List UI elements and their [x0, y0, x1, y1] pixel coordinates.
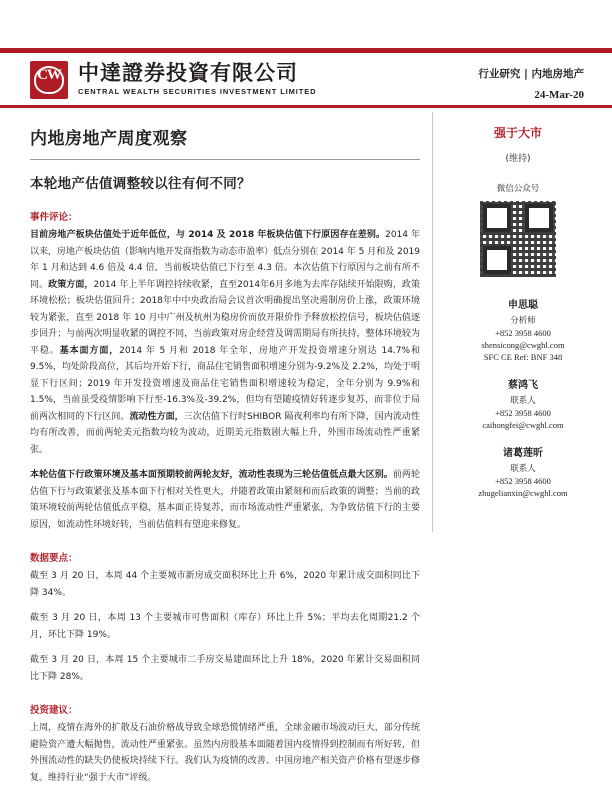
section-heading-event: 事件评论：	[30, 212, 78, 223]
paragraph-lead-4: 流动性方面，	[129, 411, 184, 422]
data-point-3: 截至 3 月 20 日，本周 15 个主要城市二手房交易建面环比上升 18%，2020 年累计交易面积同比下降 28%。	[30, 655, 420, 682]
analyst-list	[448, 296, 588, 498]
analyst-phone: +852 3958 4600	[495, 476, 551, 486]
analyst-license: SFC CE Ref: BNF 348	[483, 352, 563, 362]
analyst-email[interactable]: zhugelianxin@cwghl.com	[478, 488, 568, 498]
qr-code-icon	[479, 200, 557, 278]
company-logo	[30, 61, 68, 99]
paragraph-text-4: 三次估值下行时SHIBOR 隔夜利率均有所下降，国内流动性均有所改善，而前两轮美元指数均较为波动，近期美元指数剧大幅上升，外围市场流动性严重紧张。	[30, 411, 420, 455]
column-divider	[432, 112, 433, 532]
analyst-name: 申思聪	[508, 300, 538, 311]
document-header	[0, 53, 612, 105]
paragraph-text-2: 2014 年上半年调控持续收紧，直至2014年6月多地为去库存陆续开始限购，政策环境松松；板块估值回升；2018年中中央政治局会议首次明确提出坚决遏制房价上涨，政策环境较为紧张，直至 2018 年 10 月中广州及杭州为稳房价而放开限价作予释放松控信号，板块估值逐步回升；与前两次明显收紧的调控不同，当前政策对房企经营及调需期局有所扶持，整体环境较为平稳。	[30, 279, 420, 356]
main-content-column	[30, 112, 420, 795]
qr-corner-icon	[483, 246, 511, 274]
paragraph-text-1: 2014 年以来，房地产板块估值（影响内地开发商指数为动态市盈率）低点分别在 2014 年 5 月和及 2019 年 1 月和达到 4.6 倍及 4.4 倍，当前板块估值已下行至 4.3 倍。本次估值下行原因与之前有所不同。	[30, 230, 420, 290]
company-name-en: CENTRAL WEALTH SECURITIES INVESTMENT LIMITED	[78, 87, 317, 96]
data-point-2: 截至 3 月 20 日，本周 13 个主要城市可售面积（库存）环比上升 5%；平均去化周期21.2 个月，环比下降 19%。	[30, 613, 420, 640]
advice-paragraph: 上周，疫情在海外的扩散及石油价格战导致全球恐慌情绪严重，全球金融市场波动巨大，部分传统避险资产遭大幅抛售，流动性严重紧张。虽然内房股基本面随着国内疫情得到控制而有所好转，但外围流动性的缺失仍使板块持续下行。我们认为疫情的改善、中国房地产相关资产价格有望逐步修复。维持行业“强于大市”评级。	[30, 723, 420, 783]
spacer	[458, 362, 588, 376]
analyst-phone: +852 3958 4600	[495, 328, 551, 338]
analyst-email[interactable]: shensicong@cwghl.com	[481, 340, 565, 350]
paragraph-conclusion	[30, 467, 420, 533]
paragraph-lead-5: 本轮估值下行政策环境及基本面预期较前两轮友好，流动性表现为三轮估值低点最大区别。	[30, 470, 393, 480]
paragraph-lead-1: 目前房地产板块估值处于近年低位，与 2014 及 2018 年板块估值下行原因存在差别。	[30, 230, 386, 240]
analyst-name: 蔡鸿飞	[508, 380, 538, 391]
analyst-phone: +852 3958 4600	[495, 408, 551, 418]
analyst-role: 分析师	[510, 316, 536, 326]
spacer	[458, 430, 588, 444]
page-title: 内地房地产周度观察	[30, 129, 188, 149]
data-point-1: 截至 3 月 20 日，本周 44 个主要城市新房成交面积环比上升 6%，2020 年累计成交面积同比下降 34%。	[30, 571, 420, 598]
page-subtitle: 本轮地产估值调整较以往有何不同？	[30, 176, 251, 192]
analyst-entry	[458, 296, 588, 362]
rating-status: (维持)	[505, 154, 531, 164]
paragraph-lead-2: 政策方面，	[48, 279, 94, 290]
rating-badge: 强于大市	[493, 126, 542, 140]
logo-monogram: CW	[37, 67, 61, 83]
analyst-entry	[458, 444, 588, 498]
analyst-role: 联系人	[510, 464, 536, 474]
paragraph-lead-3: 基本面方面，	[59, 345, 120, 356]
analyst-entry	[458, 376, 588, 430]
paragraph-text-3: 2014 年 5 月和 2018 年全年，房地产开发投资增速分别达 14.7%和 9.5%，均处阶段高位，其后均开始下行，商品住宅销售面积增速分别为-9.2%及 2.2%，均处于明显下行区间；2019 年开发投资增速及商品住宅销售面积增速较为稳定，全年分别为 9.9%和 1.5%，当前虽受疫情影响下行至-16.3%及-39.2%，但均有望随疫情好转逐步复苏，而非位于局前两次相同的下行区间。	[30, 345, 420, 422]
section-heading-advice: 投资建议：	[30, 705, 78, 716]
paragraph-policy-intro	[30, 227, 420, 458]
sector-line: 行业研究 | 内地房地产	[478, 68, 584, 80]
wechat-label: 微信公众号	[496, 184, 540, 194]
section-heading-data: 数据要点：	[30, 553, 78, 564]
header-divider	[0, 105, 612, 108]
paragraph-text-5: 前两轮估值下行与政策紧张及基本面下行相对关性更大，并随着政策由紧刻和而后政策的调整；当前的政策环境较前两轮估值低点平稳，基本面正待复苏，而市场流动性严重紧张，为争致估值下行的主要原因，如流动性环境好转，当前估值料有望迎来修复。	[30, 470, 420, 530]
analyst-email[interactable]: caihongfei@cwghl.com	[482, 420, 564, 430]
analyst-role: 联系人	[510, 396, 536, 406]
analyst-name: 诸葛莲昕	[503, 448, 543, 459]
sidebar-column	[448, 112, 588, 498]
report-date: 24-Mar-20	[534, 89, 584, 101]
title-rule	[30, 159, 420, 160]
company-name-cn: 中達證券投資有限公司	[78, 61, 298, 85]
